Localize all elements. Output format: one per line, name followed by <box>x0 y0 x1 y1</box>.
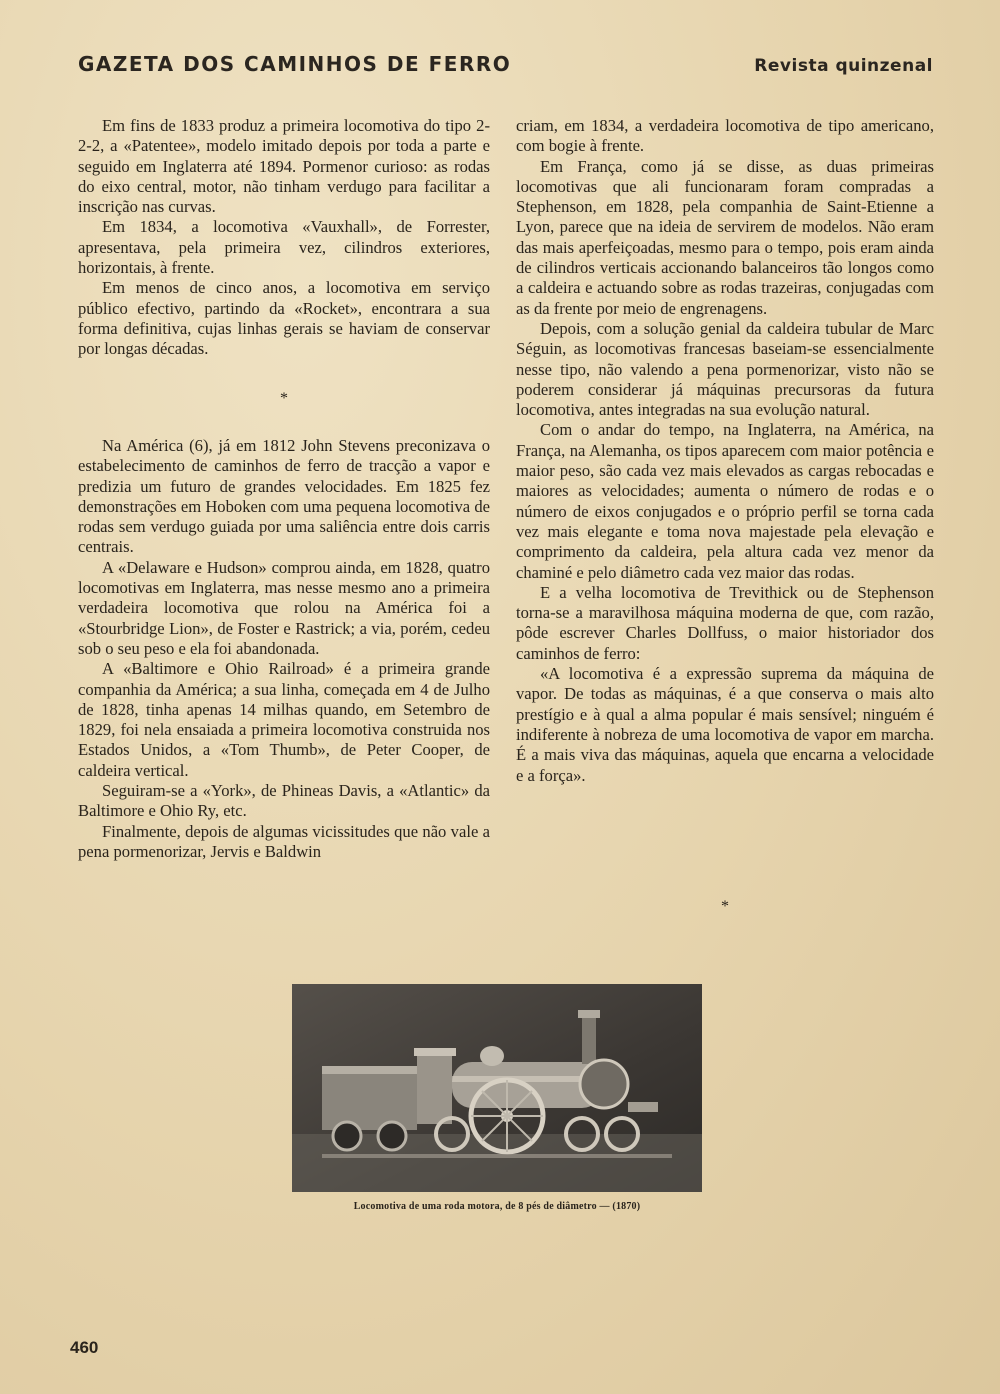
figure-caption: Locomotiva de uma roda motora, de 8 pés de diâmetro — (1870) <box>353 1201 641 1212</box>
paragraph: A «Delaware e Hudson» comprou ainda, em 1828, quatro locomotivas em Inglaterra, mas nesse mesmo ano a primeira verdadeira locomotiva que rolou na América foi a «Stourbridge Lion», de Foster e Rastrick; a via, porém, cedeu sob o seu peso e ela foi abandonada. <box>78 557 490 658</box>
locomotive-photo <box>292 984 702 1192</box>
paragraph: Em fins de 1833 produz a primeira locomotiva do tipo 2-2-2, a «Patentee», modelo imitado depois por toda a parte e seguido em Inglaterra até 1894. Pormenor curioso: as rodas do eixo central, motor, não tinham verdugo para facilitar a inscrição nas curvas. <box>78 116 490 217</box>
paragraph: criam, em 1834, a verdadeira locomotiva de tipo americano, com bogie à frente. <box>516 116 934 156</box>
paragraph: Na América (6), já em 1812 John Stevens preconizava o estabelecimento de caminhos de ferro de tracção a vapor e predizia um futuro de grandes velocidades. Em 1825 fez demonstrações em Hoboken com uma pequena locomotiva de rodas sem verdugo guiada por uma saliência entre dois carris centrais. <box>78 436 490 557</box>
page-number: 460 <box>70 1338 99 1357</box>
paragraph: Em França, como já se disse, as duas primeiras locomotivas que ali funcionaram foram compradas a Stephenson, em 1828, pela companhia de Saint-Etienne a Lyon, parece que na ideia de servirem de modelos. Não eram das mais aperfeiçoadas, mesmo para o tempo, pois eram ainda de cilindros verticais accionando balanceiros tão longos como a caldeira e actuando sobre as rodas trazeiras, conjugadas com as da frente por meio de engrenagens. <box>516 156 934 318</box>
section-separator: * <box>721 898 729 915</box>
section-separator: * <box>280 390 288 407</box>
paragraph: A «Baltimore e Ohio Railroad» é a primeira grande companhia da América; a sua linha, começada em 4 de Julho de 1828, tinha apenas 14 milhas quando, em Setembro de 1829, foi nela ensaiada a primeira locomotiva construida nos Estados Unidos, a «Tom Thumb», de Peter Cooper, de caldeira vertical. <box>78 659 490 780</box>
masthead: GAZETA DOS CAMINHOS DE FERRO <box>78 52 512 76</box>
paragraph: Em 1834, a locomotiva «Vauxhall», de Forrester, apresentava, pela primeira vez, cilindros exteriores, horizontais, à frente. <box>78 217 490 278</box>
paragraph: Seguiram-se a «York», de Phineas Davis, a «Atlantic» da Baltimore e Ohio Ry, etc. <box>78 781 490 821</box>
page-header <box>78 52 933 82</box>
left-column <box>78 116 490 360</box>
paragraph: Em menos de cinco anos, a locomotiva em serviço público efectivo, partindo da «Rocket», encontrara a sua forma definitiva, cujas linhas gerais se haviam de conservar por longas décadas. <box>78 278 490 359</box>
paragraph: E a velha locomotiva de Trevithick ou de Stephenson torna-se a maravilhosa máquina moderna de que, com razão, pôde escrever Charles Dollfuss, o maior historiador dos caminhos de ferro: <box>516 582 934 663</box>
left-column-continued <box>78 436 490 862</box>
right-column <box>516 116 934 786</box>
paragraph: Finalmente, depois de algumas vicissitudes que não vale a pena pormenorizar, Jervis e Baldwin <box>78 821 490 861</box>
paragraph: Com o andar do tempo, na Inglaterra, na América, na França, na Alemanha, os tipos aparecem com maior potência e maior peso, são cada vez mais elevados as cargas rebocadas e maiores as velocidades; aumenta o número de rodas e o número de eixos conjugados e o próprio perfil se torna cada vez mais elegante e toma nova majestade pela elevação e comprimento da caldeira, pela altura cada vez menor da chaminé e pelo diâmetro cada vez maior das rodas. <box>516 420 934 582</box>
quote-paragraph: «A locomotiva é a expressão suprema da máquina de vapor. De todas as máquinas, é a que conserva o mais alto prestígio e à qual a alma popular é mais sensível; ninguém é indiferente à nobreza de uma locomotiva de vapor em marcha. É a mais viva das máquinas, aquela que encarna a velocidade e a força». <box>516 664 934 785</box>
locomotive-illustration <box>292 984 702 1192</box>
publication-subtitle: Revista quinzenal <box>754 56 933 76</box>
paragraph: Depois, com a solução genial da caldeira tubular de Marc Séguin, as locomotivas francesas baseiam-se essencialmente nesse tipo, não valendo a pena pormenorizar, visto não se poderem considerar já máquinas precursoras da futura locomotiva, antes integradas na sua evolução natural. <box>516 318 934 420</box>
